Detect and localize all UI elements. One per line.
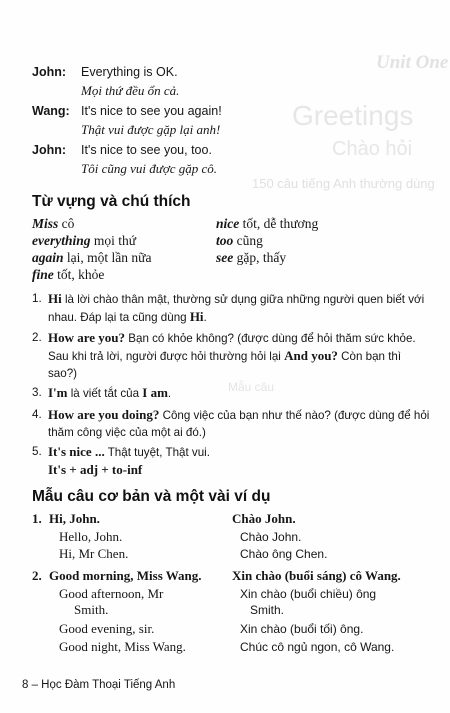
speaker: John: (32, 143, 67, 157)
english-line: It's nice to see you again! (81, 104, 222, 118)
example-vietnamese-continued: Smith. (250, 603, 285, 617)
background-subtitle: Chào hỏi (332, 138, 413, 160)
note-text: Còn bạn thì sao?) (48, 350, 402, 380)
note-item (32, 443, 432, 479)
vietnamese-translation: Tôi cũng vui được gặp cô. (81, 161, 218, 176)
vocab-word: fine (32, 267, 54, 282)
english-line: Everything is OK. (81, 65, 178, 79)
vocab-word: Miss (32, 216, 59, 231)
note-item (32, 406, 432, 441)
note-term: I am (142, 385, 168, 400)
note-text: Công việc của bạn như thế nào? (được dùng để hỏi thăm công việc của một ai đó.) (48, 409, 430, 439)
note-text: Thật tuyệt, Thật vui. (104, 446, 210, 459)
note-term: I'm (48, 385, 68, 400)
note-number: 3. (32, 386, 42, 399)
note-term: And you? (284, 348, 338, 363)
background-section-heading: 150 câu tiếng Anh thường dùng (252, 176, 435, 191)
vocab-word: again (32, 250, 64, 265)
note-text: là viết tắt của (67, 387, 143, 400)
pattern-head-english: Good morning, Miss Wang. (49, 568, 202, 583)
note-number: 1. (32, 292, 42, 305)
note-term: It's nice ... (48, 444, 105, 459)
note-item (32, 329, 432, 382)
note-term: How are you doing? (48, 407, 160, 422)
note-number: 2. (32, 331, 42, 344)
background-section-heading-2: Mẫu câu (228, 380, 275, 394)
example-english: Hi, Mr Chen. (59, 546, 129, 561)
example-vietnamese: Chào ông Chen. (240, 547, 328, 561)
example-english: Good evening, sir. (59, 621, 155, 636)
pattern-head-vietnamese: Chào John. (232, 511, 296, 526)
vocab-meaning: tốt, khỏe (57, 267, 105, 282)
note-item (32, 384, 432, 402)
note-number: 4. (32, 408, 42, 421)
example-english: Good afternoon, Mr (59, 586, 164, 601)
pattern-number: 2. (32, 568, 42, 583)
vocab-meaning: cô (61, 216, 75, 231)
example-english: Good night, Miss Wang. (59, 639, 186, 654)
note-text: Bạn có khỏe không? (được dùng để hỏi thăm sức khỏe. Sau khi trả lời, người được hỏi thường hỏi lại (48, 332, 416, 363)
pattern-head-english: Hi, John. (49, 511, 100, 526)
vocab-item (216, 233, 263, 249)
vocab-item (32, 267, 104, 283)
example-vietnamese: Xin chào (buổi tối) ông. (240, 622, 364, 636)
speaker: John: (32, 65, 67, 79)
example-vietnamese: Chúc cô ngủ ngon, cô Wang. (240, 640, 395, 654)
note-term: How are you? (48, 330, 126, 345)
note-item (32, 290, 432, 326)
english-line: It's nice to see you, too. (81, 143, 212, 157)
vocab-word: everything (32, 233, 91, 248)
example-english-continued: Smith. (74, 602, 109, 617)
vocab-meaning: mọi thứ (93, 233, 137, 248)
speaker: Wang: (32, 104, 70, 118)
vocab-meaning: gặp, thấy (236, 250, 287, 265)
background-title: Greetings (292, 100, 414, 131)
vietnamese-translation: Thật vui được gặp lại anh! (81, 122, 221, 137)
example-vietnamese: Chào John. (240, 530, 302, 544)
vocab-item (32, 250, 151, 266)
note-formula: It's + adj + to-inf (48, 462, 143, 477)
vietnamese-translation: Mọi thứ đều ổn cả. (81, 83, 180, 98)
example-vietnamese: Xin chào (buổi chiều) ông (240, 587, 377, 601)
vocab-word: nice (216, 216, 240, 231)
page-footer: 8 – Học Đàm Thoại Tiếng Anh (22, 679, 176, 691)
background-unit-heading: Unit One (376, 52, 449, 73)
note-term: Hi (189, 309, 204, 324)
patterns-heading: Mẫu câu cơ bản và một vài ví dụ (32, 488, 271, 505)
vocab-item (32, 233, 136, 249)
note-text: . (203, 311, 207, 324)
vocab-meaning: cũng (236, 233, 263, 248)
vocab-item (216, 216, 318, 232)
note-term: Hi (48, 291, 62, 306)
vocab-meaning: tốt, dễ thương (242, 216, 319, 231)
note-number: 5. (32, 445, 42, 458)
note-text: là lời chào thân mật, thường sử dụng giữa những người quen biết với nhau. Đáp lại ta cũng dùng (48, 293, 425, 324)
note-text: . (167, 387, 172, 400)
vocab-word: too (216, 233, 234, 248)
pattern-number: 1. (32, 511, 42, 526)
vocab-meaning: lại, một lần nữa (66, 250, 152, 265)
pattern-head-vietnamese: Xin chào (buổi sáng) cô Wang. (232, 568, 401, 583)
vocab-item (32, 216, 74, 232)
vocab-word: see (216, 250, 234, 265)
vocab-heading: Từ vựng và chú thích (32, 193, 191, 210)
example-english: Hello, John. (59, 529, 123, 544)
vocab-item (216, 250, 286, 266)
